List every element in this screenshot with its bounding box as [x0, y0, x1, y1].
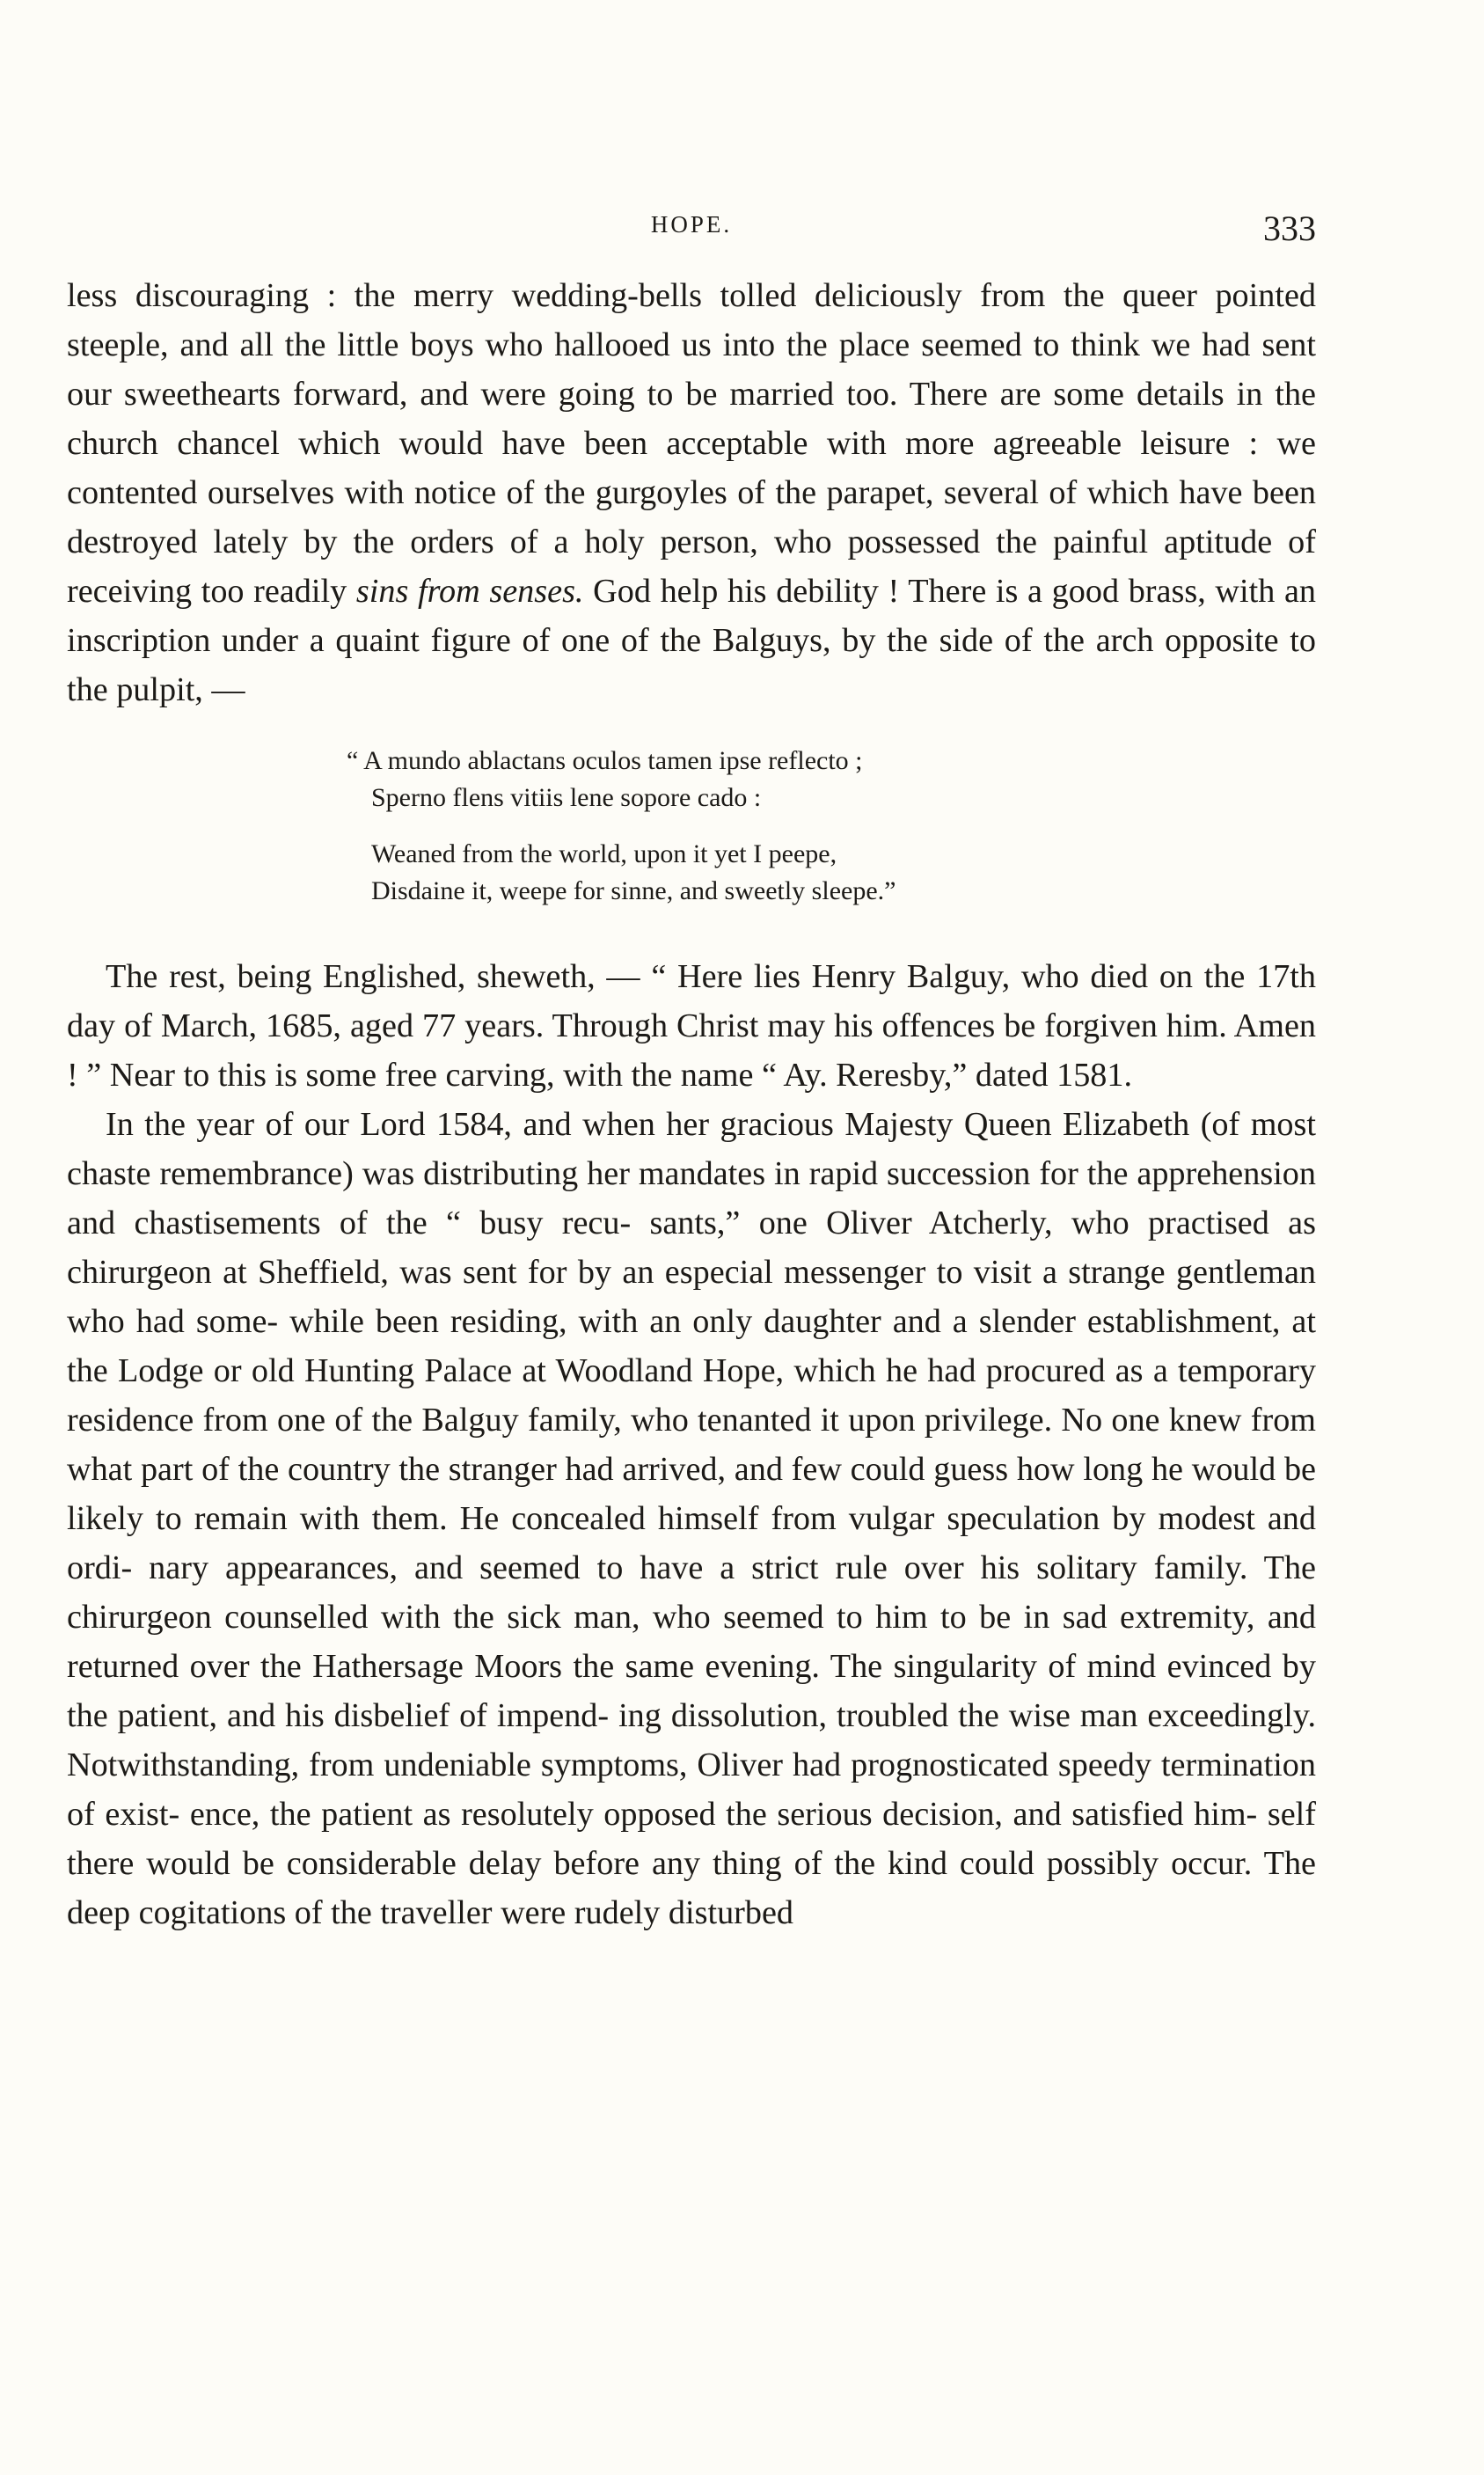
paragraph-translation: The rest, being Englished, sheweth, — “ Here lies Henry Balguy, who died on the 17th day of March, 1685, aged 77 years. Through Christ may his offences be forgiven him. Amen ! ” Near to this is some free carving, with the name “ Ay. Reresby,” dated 1581. — [67, 958, 1316, 1094]
epitaph-english-line: Weaned from the world, upon it yet I peepe, — [371, 839, 837, 868]
paragraph-opening — [67, 271, 1316, 714]
epitaph-latin-line: Sperno flens vitiis lene sopore cado : — [371, 783, 762, 812]
body-text — [67, 271, 1316, 1937]
epitaph-latin-line: “ A mundo ablactans oculos tamen ipse reflecto ; — [347, 746, 863, 775]
running-head: HOPE. — [650, 211, 733, 238]
epitaph-english-line: Disdaine it, weepe for sinne, and sweetly sleepe.” — [371, 876, 896, 905]
page-header — [67, 208, 1316, 252]
stanza-gap — [371, 816, 1093, 836]
epitaph-quotation — [347, 743, 1093, 910]
italic-phrase: sins from senses. — [355, 573, 584, 610]
paragraph-text: less discouraging : the merry wedding-bells tolled deliciously from the queer pointed steeple, and all the little boys who hallooed us into the place seemed to think we had sent our sweethearts forward, and were going to be married too. There are some details in the church chancel which would have been acceptable with more agreeable leisure : we contented ourselves with notice of the gurgoyles of the parapet, several of which have been destroyed lately by the orders of a holy person, who possessed the painful aptitude of receiving too readily — [67, 277, 1316, 610]
page-number: 333 — [1263, 209, 1316, 248]
paragraph-narrative: In the year of our Lord 1584, and when her gracious Majesty Queen Elizabeth (of most chaste remembrance) was distributing her mandates in rapid succession for the apprehension and chastisements of the “ busy recu- sants,” one Oliver Atcherly, who practised as chirurgeon at Sheffield, was sent for by an especial messenger to visit a strange gentleman who had some- while been residing, with an only daughter and a slender establishment, at the Lodge or old Hunting Palace at Woodland Hope, which he had procured as a temporary residence from one of the Balguy family, who tenanted it upon privilege. No one knew from what part of the country the stranger had arrived, and few could guess how long he would be likely to remain with them. He concealed himself from vulgar speculation by modest and ordi- nary appearances, and seemed to have a strict rule over his solitary family. The chirurgeon counselled with the sick man, who seemed to him to be in sad extremity, and returned over the Hathersage Moors the same evening. The singularity of mind evinced by the patient, and his disbelief of impend- ing dissolution, troubled the wise man exceedingly. Notwithstanding, from undeniable symptoms, Oliver had prognosticated speedy termination of exist- ence, the patient as resolutely opposed the serious decision, and satisfied him- self there would be considerable delay before any thing of the kind could possibly occur. The deep cogitations of the traveller were rudely disturbed — [67, 1106, 1316, 1931]
paragraph-text: God help his debility ! There is a good brass, with an inscription under a quaint figure of one of the Balguys, by the side of the arch opposite to the pulpit, — — [67, 573, 1316, 708]
